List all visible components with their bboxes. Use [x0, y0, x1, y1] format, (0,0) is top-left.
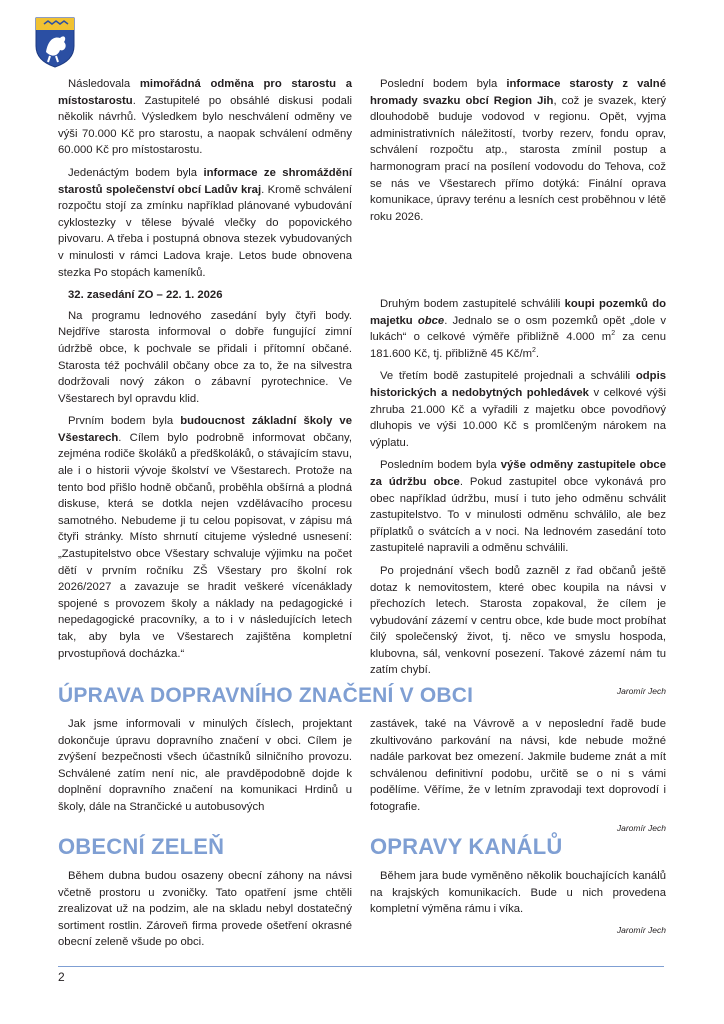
right-column-top: [370, 76, 666, 231]
paragraph-zelen: Během dubna budou osazeny obecní záhony na návsi včetně prostoru u zvoničky. Tato opatření jsme chtěli zrealizovat už na podzim, ale na skladu nebyl dostatečný sortiment rostlin. Zároveň firma provede ošetření okrasné obecní zeleně všude po obci.: [58, 870, 352, 949]
paragraph-doprava-1: Jak jsme informovali v minulých číslech, projektant dokončuje úpravu dopravního značení v obci. Cílem je zvýšení bezpečnosti všech účastníků silničního provozu. Schválené zatím není nic, ale pravděpodobně dojde k doplnění dopravního značení na komunikaci Hrdinů u školy, dále na Strančické u autobusových: [58, 718, 352, 813]
zelen-text: [58, 868, 352, 957]
paragraph-ladu-kraj: Jedenáctým bodem byla informace ze shromáždění starostů společenství obcí Ladův kraj. Kromě schválení rozpočtu stojí za zmínku například plánované vybudování cyklostezky v tělese bývalé vlečky do popovického pivovaru. A třeba i postupná obnova stezek vybudovaných v minulosti v rámci Ladova kraje. Letos bude obnovena stezka Po stopách kameníků.: [58, 166, 352, 279]
paragraph-skola: Prvním bodem byla budoucnost základní školy ve Všestarech. Cílem bylo podrobně informovat občany, zejména rodiče školáků a předškoláků, o stávajícím stavu, ale i o historii vývoje školství ve Všestarech. Protože na tento bod přišlo hodně občanů, proběhla obšírná a plodná diskuse, která se dotkla nejen vzdělávacího procesu samotného. Nebudeme ji tu celou popisovat, v zápisu má čtyři stránky. Místo shrnutí citujeme výsledné usnesení: „Zastupitelstvo obce Všestary schvaluje výjimku na počet dětí v prvním ročníku ZŠ Všestary pro školní rok 2026/2027 a zavazuje se hradit veškeré vícenáklady spojené s provozem školy a náklady na pedagogické i nepedagogické pracovníky, a to i v následujících letech tak, aby byla ve Všestarech zajištěna kompletní prvostupňová docházka.“: [58, 415, 352, 660]
page-number: 2: [58, 970, 65, 984]
paragraph-program: Na programu lednového zasedání byly čtyři body. Nejdříve starosta informoval o dobře fungující zimní údržbě obce, k pochvale se přidali i přítomní občané. Starosta též pochválil občany obce za to, že na silvestra dodržovali nový zákon o zábavní pyrotechnice. Ve Všestarech byl opravdu klid.: [58, 309, 352, 405]
section-title-zelen: OBECNÍ ZELEŇ: [58, 834, 225, 859]
village-crest-logo: [34, 16, 76, 68]
paragraph-pozemky: Druhým bodem zastupitelé schválili koupi pozemků do majetku obce. Jednalo se o osm pozemků opět „dole v lukách“ o celkové výměře přibližně 4.000 $m^2$ za cenu 181.600 Kč, tj. přibližně 45 $Kč/m^2$.: [370, 298, 666, 360]
footer-divider: [58, 966, 664, 967]
signature: Jaromír Jech: [616, 822, 666, 833]
kanaly-text: [370, 868, 666, 938]
paragraph-nemovitosti: Po projednání všech bodů zazněl z řad občanů ještě dotaz k nemovitostem, které obec koupila na návsi v přechozích letech. Starosta zopakoval, že cílem je vybudování zázemí v centru obce, kde bude moct probíhat čilý společenský život, tj. něco ve smyslu hospoda, klubovna, sál, venkovní posezení. Takové zázemí nám tu zatím chybí.: [370, 564, 666, 677]
paragraph-doprava-2: zastávek, také na Vávrově a v neposlední řadě bude zkultivováno parkování na návsi, kde nebude možné nadále parkovat bez omezení. Jakmile budeme znát a mít schválenou definitivní podobu, určitě se o ni s vámi podělíme. Věříme, že v letním zpravodaji text doprovodí i fotografie.: [370, 718, 666, 813]
paragraph-pohledavky: Ve třetím bodě zastupitelé projednali a schválili odpis historických a nedobytných pohledávek v celkové výši zhruba 21.000 Kč a vyřadili z majetku obce povodňový dluhopis ve výši 10.000 Kč s promlčeným nárokem na výplatu.: [370, 370, 666, 449]
signature: Jaromír Jech: [616, 686, 666, 697]
right-column-middle: [370, 296, 666, 700]
section-title-kanaly: OPRAVY KANÁLŮ: [370, 834, 563, 859]
paragraph-region-jih: Poslední bodem byla informace starosty z valné hromady svazku obcí Region Jih, což je svazek, který dlouhodobě buduje vodovod v regionu. Opět, vyjma administrativních náležitostí, tvorby rezerv, fondu oprav, schválení rozpočtu atp., starosta zmínil postup a harmonogram prací na posílení vodovodu do Tehova, což se nás ve Všestarech přímo dotýká: Finální oprava komunikace, úpravy terénu a lesních cest proběhnou v létě roku 2026.: [370, 78, 666, 223]
left-column-top: [58, 76, 352, 668]
paragraph-odmena-zastupitele: Posledním bodem byla výše odměny zastupitele obce za údržbu obce. Pokud zastupitel obce vykonává pro obec například údržbu, musí i tuto jeho odměnu schválit zastupitelstvo. To v minulosti odměnu schválilo, ale bez příplatků o svátcích a v noci. Na lednovém zasedání toto zastupitelé napravili a odměnu schválili.: [370, 459, 666, 555]
meeting-heading: 32. zasedání ZO – 22. 1. 2026: [68, 289, 223, 302]
section-title-doprava: ÚPRAVA DOPRAVNÍHO ZNAČENÍ V OBCI: [58, 684, 474, 707]
paragraph-odmena: Následovala mimořádná odměna pro starostu a místostarostu. Zastupitelé po obsáhlé diskusi podali několik návrhů. Výsledkem bylo neschválení odměny ve výši 70.000 Kč pro starostu, a naopak schválení odměny 60.000 Kč pro místostarostu.: [58, 78, 352, 157]
doprava-right: [370, 716, 666, 836]
signature: Jaromír Jech: [616, 924, 666, 935]
doprava-left: [58, 716, 352, 822]
paragraph-kanaly: Během jara bude vyměněno několik bouchajících kanálů na krajských komunikacích. Bude u nich provedena kompletní výměna rámu i víka.: [370, 870, 666, 916]
